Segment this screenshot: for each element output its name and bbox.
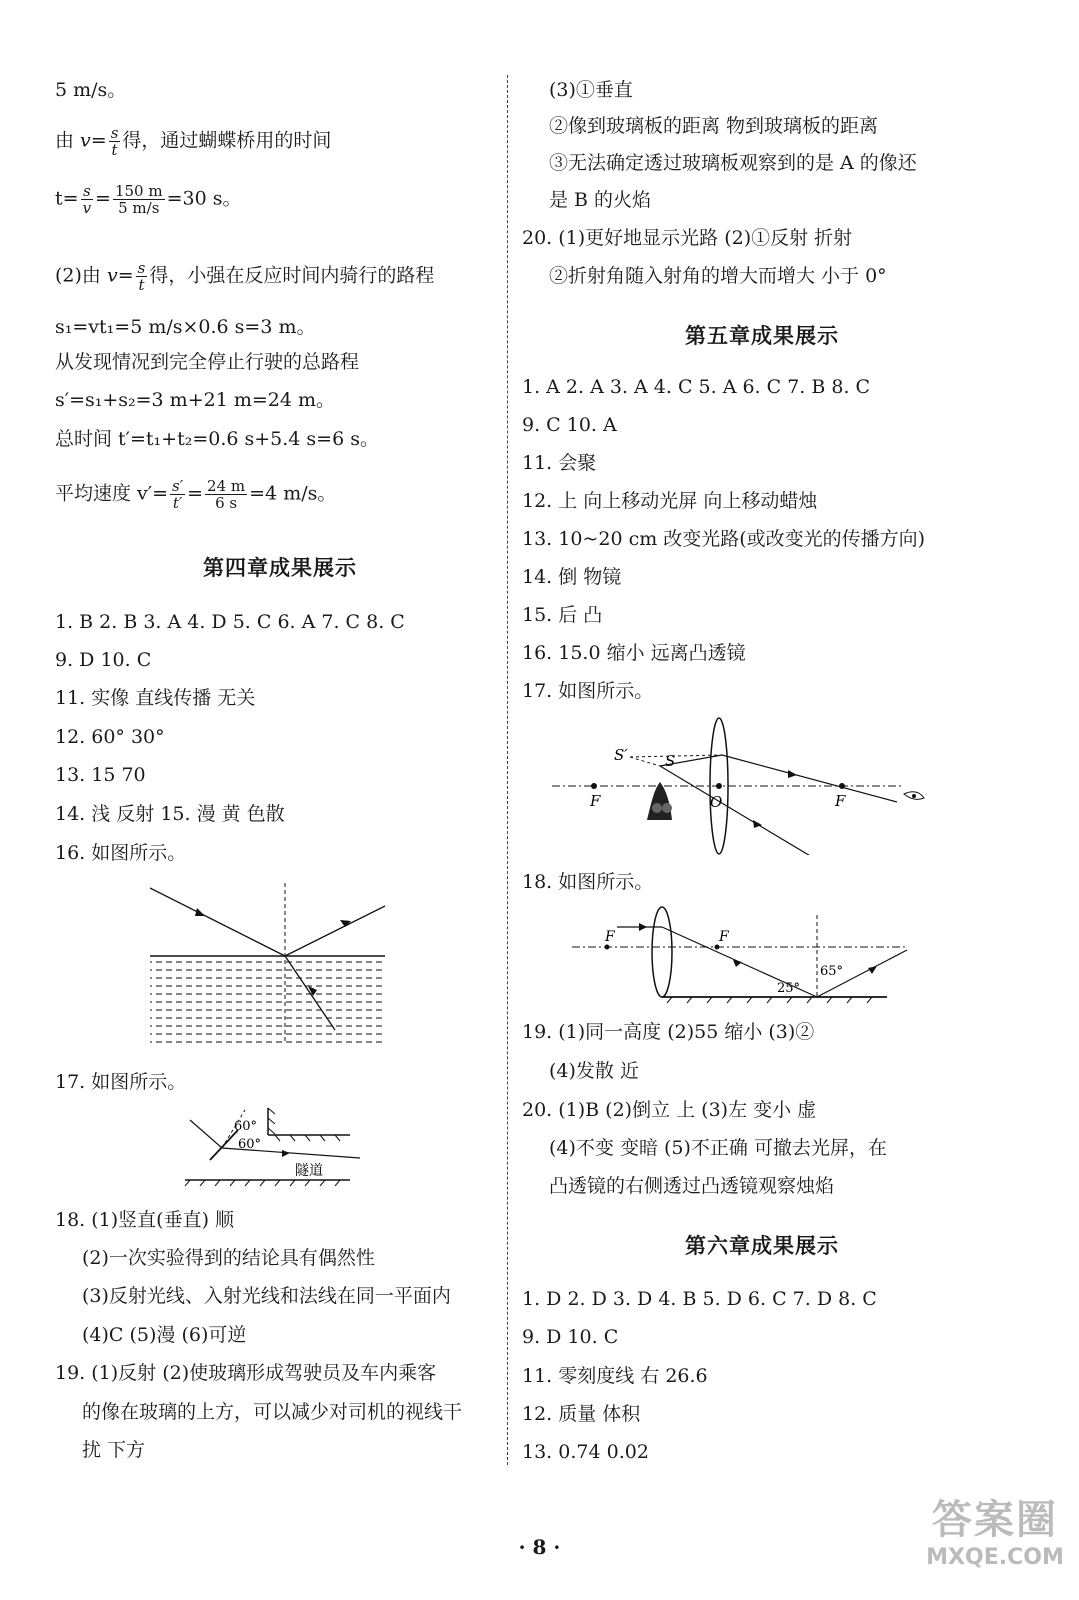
figure-5-18-lens-mirror [567, 905, 927, 1005]
point-label: S′ [614, 746, 628, 764]
convex-lens [652, 907, 672, 997]
answer-line: 1. B 2. B 3. A 4. D 5. C 6. A 7. C 8. C [55, 611, 405, 633]
answer-line: 凸透镜的右侧透过凸透镜观察烛焰 [549, 1175, 835, 1197]
arrow-icon [788, 770, 797, 778]
section-heading: 第六章成果展示 [685, 1233, 839, 1258]
incident-ray [190, 1120, 222, 1148]
answer-line: 13. 15 70 [55, 764, 146, 786]
water-region [150, 956, 385, 1046]
focus-label: F [835, 792, 846, 810]
arrow-icon [195, 908, 205, 916]
fraction: $\frac{s}{t}$ [110, 124, 119, 159]
watermark-logo: 答案圈 MXQE.COM [926, 1496, 1064, 1570]
section-heading: 第五章成果展示 [685, 323, 839, 348]
answer-line: 17. 如图所示。 [522, 680, 654, 702]
answer-line: 15. 后 凸 [522, 604, 603, 626]
answer-line: ②像到玻璃板的距离 物到玻璃板的距离 [549, 115, 879, 137]
reflected-ray [285, 906, 385, 956]
answer-line: 14. 倒 物镜 [522, 566, 622, 588]
answer-line: (3)反射光线、入射光线和法线在同一平面内 [82, 1285, 451, 1307]
text-line: 总时间 t′=t₁+t₂=0.6 s+5.4 s=6 s。 [55, 428, 379, 450]
arrow-icon [282, 1150, 290, 1157]
formula-line: 由 v= $\frac{s}{t}$ 得，通过蝴蝶桥用的时间 [55, 124, 332, 159]
figure-16-reflection-refraction [145, 878, 395, 1048]
fraction: $\frac{s'}{t'}$ [172, 477, 184, 512]
answer-line: 20. (1)B (2)倒立 上 (3)左 变小 虚 [522, 1099, 817, 1121]
answer-line: 18. (1)竖直(垂直) 顺 [55, 1209, 235, 1231]
answer-line: 16. 15.0 缩小 远离凸透镜 [522, 642, 746, 664]
fraction: $\frac{24 m}{6 s}$ [207, 477, 246, 512]
arrow-icon [868, 966, 877, 974]
answer-line: 11. 实像 直线传播 无关 [55, 687, 256, 709]
answer-line: 9. D 10. C [522, 1326, 619, 1348]
text-line: s′=s₁+s₂=3 m+21 m=24 m。 [55, 389, 336, 411]
focus-label: F [719, 929, 729, 945]
answer-line: 1. A 2. A 3. A 4. C 5. A 6. C 7. B 8. C [522, 376, 871, 398]
figure-5-17-convex-lens [542, 710, 962, 855]
angle-label: 60° [238, 1137, 262, 1152]
answer-line: 18. 如图所示。 [522, 871, 654, 893]
angle-label: 25° [777, 981, 801, 996]
answer-line: 11. 会聚 [522, 452, 597, 474]
answer-line: 12. 质量 体积 [522, 1403, 641, 1425]
answer-line: 1. D 2. D 3. D 4. B 5. D 6. C 7. D 8. C [522, 1288, 877, 1310]
tunnel-label: 隧道 [295, 1163, 323, 1179]
mirror [210, 1130, 238, 1160]
answer-line: 9. C 10. A [522, 414, 617, 436]
answer-line: ②折射角随入射角的增大而增大 小于 0° [549, 265, 887, 287]
arrow-icon [733, 960, 742, 967]
angle-label: 65° [820, 964, 844, 979]
answer-line: (2)一次实验得到的结论具有偶然性 [82, 1247, 375, 1269]
formula-line: (2)由 v= $\frac{s}{t}$ 得，小强在反应时间内骑行的路程 [55, 259, 435, 294]
fraction: $\frac{s}{v}$ [82, 182, 92, 217]
angle-label: 60° [234, 1119, 258, 1134]
text-line: 5 m/s。 [55, 79, 127, 101]
answer-line: 19. (1)同一高度 (2)55 缩小 (3)② [522, 1021, 815, 1043]
figure-17-tunnel [180, 1100, 380, 1190]
answer-line: 13. 0.74 0.02 [522, 1441, 649, 1463]
fraction: $\frac{s}{t}$ [137, 259, 146, 294]
answer-line: 20. (1)更好地显示光路 (2)①反射 折射 [522, 227, 853, 249]
fraction: $\frac{150 m}{5 m/s}$ [114, 182, 163, 217]
answer-line: 9. D 10. C [55, 649, 152, 671]
candle-icon [647, 782, 672, 820]
arrow-icon [639, 923, 647, 931]
answer-line: (4)发散 近 [549, 1060, 639, 1082]
answer-line: 12. 60° 30° [55, 726, 165, 748]
answer-line: (4)C (5)漫 (6)可逆 [82, 1324, 247, 1346]
section-heading: 第四章成果展示 [203, 555, 357, 580]
answer-line: 12. 上 向上移动光屏 向上移动蜡烛 [522, 490, 818, 512]
point-label: S [665, 752, 676, 770]
answer-line: (4)不变 变暗 (5)不正确 可撤去光屏，在 [549, 1137, 887, 1159]
focus-label: F [590, 792, 601, 810]
formula-line: t= $\frac{s}{v}$ = $\frac{150 m}{5 m/s}$ =30 s。 [55, 182, 242, 217]
incident-ray [150, 888, 285, 956]
answer-line: 13. 10~20 cm 改变光路(或改变光的传播方向) [522, 528, 926, 550]
answer-line: 17. 如图所示。 [55, 1071, 187, 1093]
answer-line: 11. 零刻度线 右 26.6 [522, 1365, 708, 1387]
answer-line: 扰 下方 [82, 1439, 146, 1461]
answer-line: ③无法确定透过玻璃板观察到的是 A 的像还 [549, 152, 917, 174]
page-number: · 8 · [518, 1535, 561, 1559]
answer-line: 的像在玻璃的上方，可以减少对司机的视线干 [82, 1401, 463, 1423]
answer-line: (3)①垂直 [549, 79, 633, 101]
formula-line: 平均速度 v′= $\frac{s'}{t'}$ = $\frac{24 m}{6 s}$ =4 m/s。 [55, 477, 337, 512]
answer-line: 19. (1)反射 (2)使玻璃形成驾驶员及车内乘客 [55, 1362, 437, 1384]
optical-center-label: O [710, 793, 723, 811]
answer-line: 14. 浅 反射 15. 漫 黄 色散 [55, 803, 285, 825]
text-line: s₁=vt₁=5 m/s×0.6 s=3 m。 [55, 316, 316, 338]
answer-line: 16. 如图所示。 [55, 842, 187, 864]
text-line: 从发现情况到完全停止行驶的总路程 [55, 351, 360, 373]
column-divider [507, 75, 508, 1465]
answer-line: 是 B 的火焰 [549, 189, 652, 211]
focus-label: F [605, 929, 615, 945]
